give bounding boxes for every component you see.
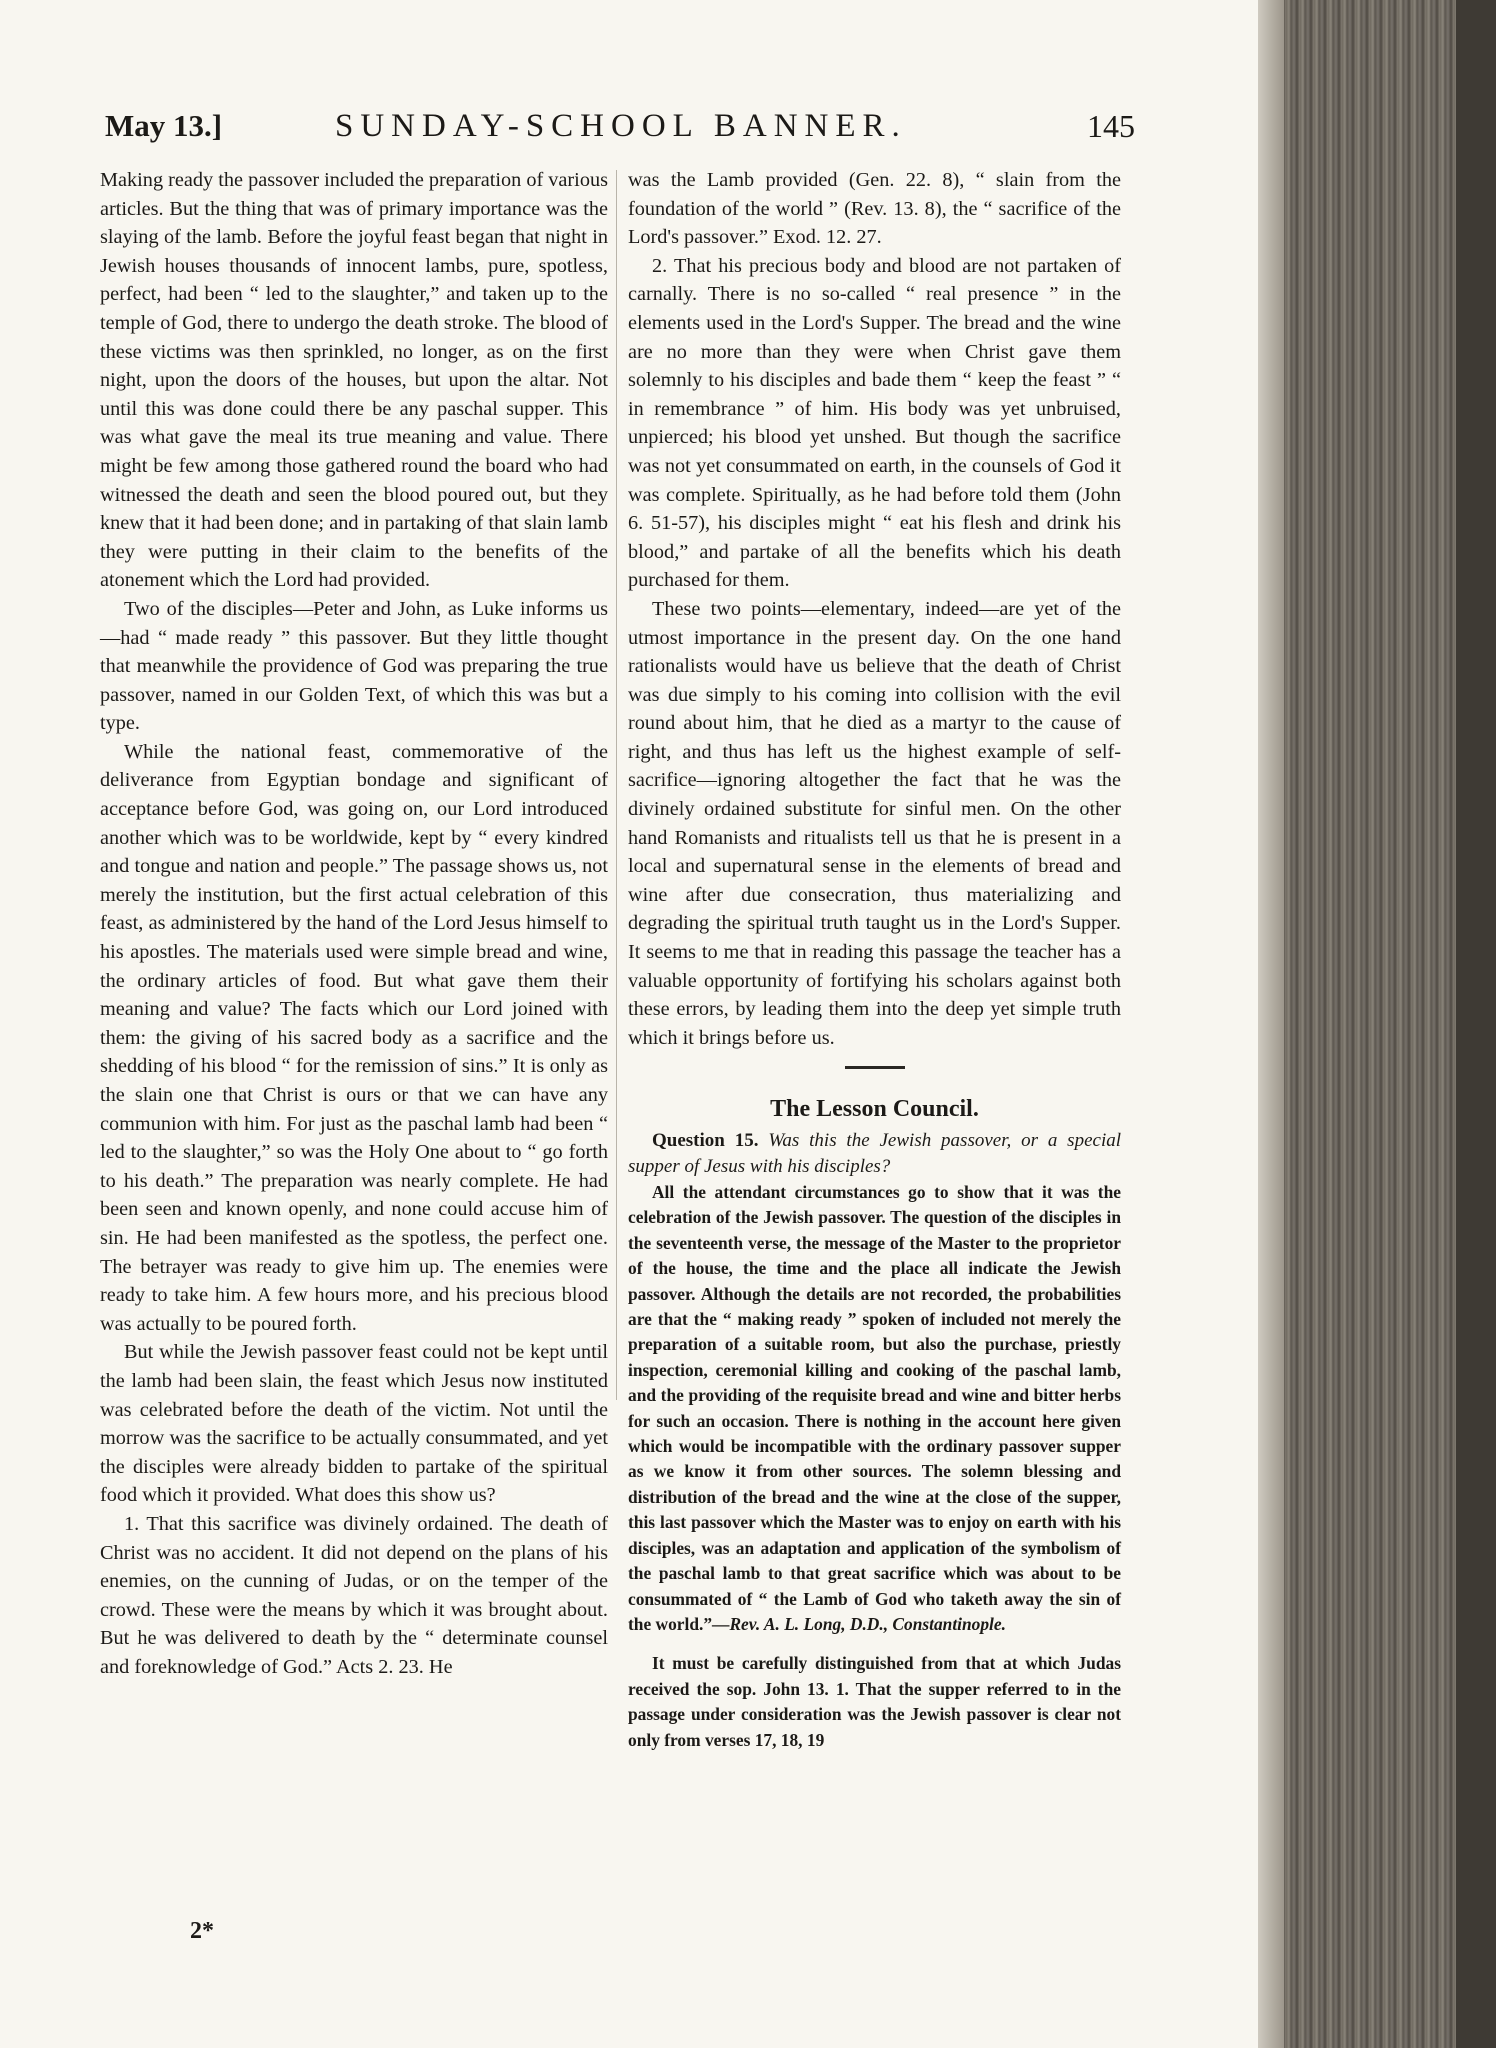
issue-date: May 13.] [105,108,223,143]
book-page-edges [1258,0,1496,2048]
running-header [105,108,1135,152]
question-text: Was this the Jewish passover, or a special supper of Jesus with his disciples? [628,1130,1121,1177]
page-number: 145 [1087,108,1135,144]
paragraph: Making ready the passover included the preparation of various articles. But the thing that was of primary importance was the slaying of the lamb. Before the joyful feast began that night in Jewish houses thousands of innocent lambs, pure, spotless, perfect, had been “ led to the slaughter,” and taken up to the temple of God, there to undergo the death stroke. The blood of these victims was then sprinkled, no longer, as on the first night, upon the doors of the houses, but upon the altar. Not until this was done could there be any paschal supper. This was what gave the meal its true meaning and value. There might be few among those gathered round the board who had witnessed the death and seen the blood poured out, but they knew that it had been done; and in partaking of that slain lamb they were putting in their claim to the benefits of the atonement which the Lord had provided. [100,169,608,592]
question [628,1128,1121,1180]
question-label: Question 15. [652,1130,759,1151]
paragraph: But while the Jewish passover feast could not be kept until the lamb had been slain, the feast which Jesus now instituted was celebrated before the death of the victim. Not until the morrow was the sacrifice to be actually consummated, and yet the disciples were already bidden to partake of the spiritual food which it provided. What does this show us? [100,1341,608,1507]
section-rule [845,1066,905,1069]
paragraph: Two of the disciples—Peter and John, as Luke informs us—had “ made ready ” this passover. But they little thought that meanwhile the providence of God was preparing the true passover, named in our Golden Text, of which this was but a type. [100,597,608,735]
publication-title: SUNDAY-SCHOOL BANNER. [335,108,907,144]
paragraph: These two points—elementary, indeed—are yet of the utmost importance in the present day. On the one hand rationalists would have us believe that the death of Christ was due simply to his coming into collision with the evil round about him, that he died as a martyr to the cause of right, and thus has left us the highest example of self-sacrifice—ignoring altogether the fact that he was the divinely ordained substitute for sinful men. On the other hand Romanists and ritualists tell us that he is present in a local and supernatural sense in the elements of bread and wine after due consecration, thus materializing and degrading the spiritual truth taught us in the Lord's Supper. It seems to me that in reading this passage the teacher has a valuable opportunity of fortifying his scholars against both these errors, by leading them into the deep yet simple truth which it brings before us. [628,597,1121,1049]
paragraph: 2. That his precious body and blood are not partaken of carnally. There is no so-called “ real presence ” in the elements used in the Lord's Supper. The bread and the wine are no more than they were when Christ gave them solemnly to his disciples and bade them “ keep the feast ” “ in remembrance ” of him. His body was yet unbruised, unpierced; his blood yet unshed. But though the sacrifice was not yet consummated on earth, in the counsels of God it was complete. Spiritually, as he had before told them (John 6. 51-57), his disciples might “ eat his flesh and drink his blood,” and partake of all the benefits which his death purchased for them. [628,254,1121,592]
left-column [100,166,608,1681]
paragraph: was the Lamb provided (Gen. 22. 8), “ slain from the foundation of the world ” (Rev. 13. 8), the “ sacrifice of the Lord's passover.” Exod. 12. 27. [628,169,1121,249]
answer-attribution: —Rev. A. L. Long, D.D., Constantinople. [712,1613,1006,1634]
answer-paragraph: It must be carefully distinguished from that at which Judas received the sop. John 13. 1. That the supper referred to in the passage under consideration was the Jewish passover is clear not only from verses 17, 18, 19 [628,1653,1121,1750]
paragraph: While the national feast, commemorative of the deliverance from Egyptian bondage and significant of acceptance before God, was going on, our Lord introduced another which was to be worldwide, kept by “ every kindred and tongue and nation and people.” The passage shows us, not merely the institution, but the first actual celebration of this feast, as administered by the hand of the Lord Jesus himself to his apostles. The materials used were simple bread and wine, the ordinary articles of food. But what gave them their meaning and value? The facts which our Lord joined with them: the giving of his sacred body as a sacrifice and the shedding of his blood “ for the remission of sins.” It is only as the slain one that Christ is ours or that we can have any communion with him. For just as the paschal lamb had been “ led to the slaughter,” so was the Holy One about to “ go forth to his death.” The preparation was nearly complete. He had been seen and known openly, and none could accuse him of sin. He had been manifested as the spotless, the perfect one. The betrayer was ready to give him up. The enemies were ready to take him. A few hours more, and his precious blood was actually to be poured forth. [100,740,608,1335]
answer-paragraph [628,1180,1121,1637]
paragraph: 1. That this sacrifice was divinely ordained. The death of Christ was no accident. It did not depend on the plans of his enemies, on the cunning of Judas, or on the temper of the crowd. These were the means by which it was brought about. But he was delivered to death by the “ determinate counsel and foreknowledge of God.” Acts 2. 23. He [100,1512,608,1678]
right-column [628,166,1121,1753]
book-spine [1456,0,1496,2048]
column-divider [616,170,617,1400]
signature-mark: 2* [190,1918,214,1944]
answer-text: All the attendant circumstances go to show that it was the celebration of the Jewish passover. The question of the disciples in the seventeenth verse, the message of the Master to the proprietor of the house, the time and the place all indicate the Jewish passover. Although the details are not recorded, the probabilities are that the “ making ready ” spoken of included not merely the preparation of a suitable room, but also the purchase, priestly inspection, ceremonial killing and cooking of the paschal lamb, and the providing of the requisite bread and wine and bitter herbs for such an occasion. There is nothing in the account here given which would be incompatible with the ordinary passover supper as we know it from other sources. The solemn blessing and distribution of the bread and the wine at the close of the supper, this last passover which the Master was to enjoy on earth with his disciples, was an adaptation and application of the symbolism of the paschal lamb to that great sacrifice which was about to be consummated of “ the Lamb of God who taketh away the sin of the world.” [628,1182,1121,1634]
council-answers [628,1180,1121,1753]
section-heading: The Lesson Council. [770,1096,979,1123]
